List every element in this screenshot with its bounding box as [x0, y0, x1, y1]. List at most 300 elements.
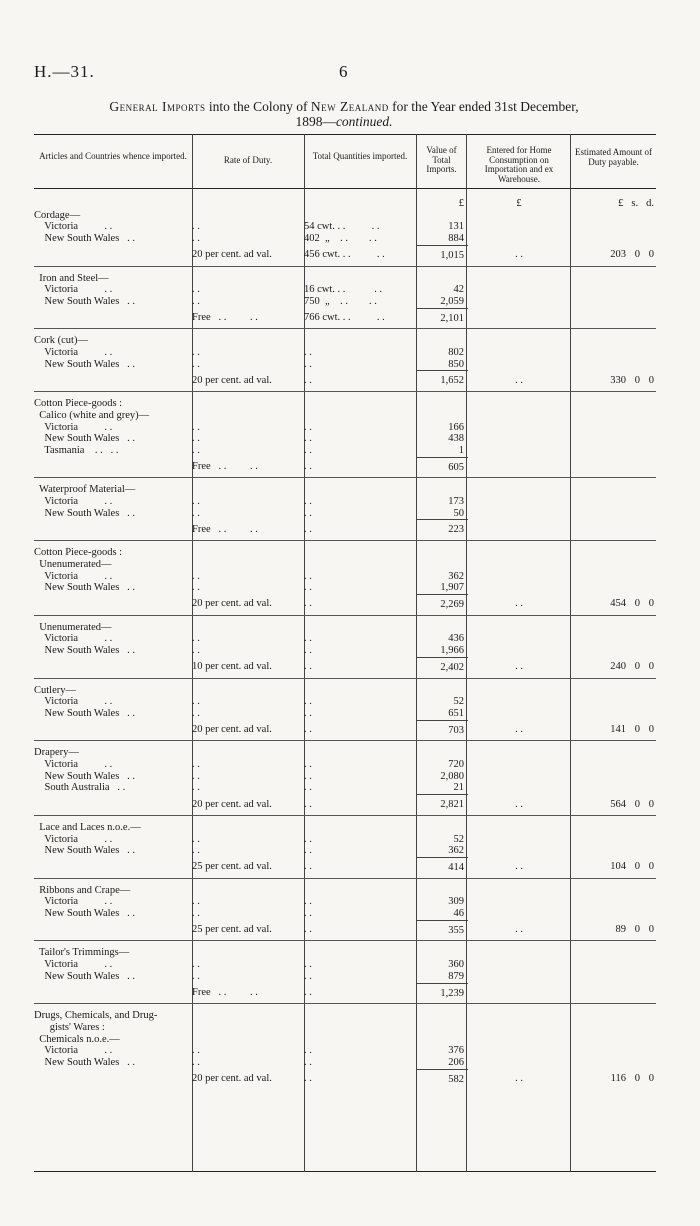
article-cell: Drapery—	[34, 747, 79, 759]
rate-cell: . .	[192, 782, 200, 794]
table-row	[34, 747, 656, 759]
article-cell: Tailor's Trimmings—	[34, 947, 130, 959]
rate-cell	[192, 622, 304, 634]
estimated-duty-cell	[570, 445, 656, 457]
units-cell	[304, 198, 416, 210]
quantity-cell: . .	[304, 633, 312, 645]
table-row	[34, 885, 656, 897]
article-cell	[34, 520, 192, 541]
entered-cell	[468, 782, 570, 794]
title-general-imports: General Imports	[109, 99, 206, 114]
quantity-cell	[304, 685, 416, 697]
value-cell: 850	[448, 358, 464, 370]
quantity-cell: . .	[304, 724, 312, 736]
entered-cell	[468, 547, 570, 559]
unit-label: s.	[631, 198, 639, 209]
quantity-cell: 766 cwt. . . . .	[304, 312, 385, 324]
value-cell	[416, 685, 468, 697]
column-header-articles: Articles and Countries whence imported.	[39, 151, 187, 161]
value-cell: 206	[448, 1057, 464, 1069]
article-cell	[34, 795, 192, 816]
table-row	[34, 422, 656, 434]
estimated-duty-cell	[570, 1034, 656, 1046]
table-row	[34, 233, 656, 245]
quantity-cell	[304, 410, 416, 422]
table-header-rule	[34, 188, 656, 189]
table-row	[34, 845, 656, 857]
article-cell: Unenumerated—	[34, 621, 112, 633]
duty-amount: 564	[610, 798, 626, 810]
entered-cell: . .	[515, 724, 523, 736]
table-row	[34, 908, 656, 920]
estimated-duty-cell	[570, 1057, 656, 1069]
value-cell: 414	[416, 857, 468, 878]
duty-amount: 0	[634, 924, 640, 936]
value-cell: 21	[453, 782, 464, 794]
article-cell: New South Wales . .	[34, 645, 136, 657]
article-cell: Waterproof Material—	[34, 484, 136, 496]
value-cell: 1,907	[440, 582, 464, 594]
rate-cell: . .	[192, 970, 200, 982]
value-cell	[416, 947, 468, 959]
duty-amount: 0	[648, 724, 654, 736]
value-cell	[416, 885, 468, 897]
table-row	[34, 410, 656, 422]
entered-cell	[468, 834, 570, 846]
rate-cell: . .	[192, 707, 200, 719]
duty-amount: 0	[634, 374, 640, 386]
table-row	[34, 708, 656, 720]
estimated-duty-cell	[570, 857, 656, 878]
quantity-cell: . .	[304, 598, 312, 610]
entered-cell	[468, 696, 570, 708]
article-cell: Chemicals n.o.e.—	[34, 1033, 120, 1045]
quantity-cell: . .	[304, 833, 312, 845]
estimated-duty-cell	[570, 508, 656, 520]
entered-cell	[468, 520, 570, 541]
quantity-cell: . .	[304, 358, 312, 370]
table-row	[34, 520, 656, 541]
rate-cell: . .	[192, 284, 200, 296]
entered-cell	[468, 457, 570, 478]
rate-cell: . .	[192, 421, 200, 433]
quantity-cell: . .	[304, 645, 312, 657]
table-row	[34, 857, 656, 878]
article-cell: Calico (white and grey)—	[34, 409, 150, 421]
duty-amount: 0	[648, 798, 654, 810]
entered-cell	[468, 496, 570, 508]
table-row	[34, 971, 656, 983]
quantity-cell	[304, 559, 416, 571]
entered-cell	[468, 273, 570, 285]
duty-amount: 0	[634, 861, 640, 873]
rate-cell	[192, 484, 304, 496]
quantity-cell: . .	[304, 924, 312, 936]
entered-cell	[468, 971, 570, 983]
quantity-cell: . .	[304, 461, 312, 473]
estimated-duty-cell	[570, 920, 656, 941]
article-cell: New South Wales . .	[34, 507, 136, 519]
value-cell: 166	[448, 421, 464, 433]
entered-cell	[468, 508, 570, 520]
duty-amount: 240	[610, 661, 626, 673]
table-row	[34, 484, 656, 496]
estimated-duty-cell	[570, 582, 656, 594]
column-header-estimated: Estimated Amount of Duty payable.	[575, 147, 652, 167]
value-cell: 605	[416, 457, 468, 478]
entered-cell	[468, 845, 570, 857]
entered-cell	[468, 284, 570, 296]
quantity-cell: . .	[304, 959, 312, 971]
rate-cell: . .	[192, 582, 200, 594]
rate-cell: . .	[192, 295, 200, 307]
table-row	[34, 245, 656, 266]
value-cell	[416, 210, 468, 222]
entered-cell	[468, 885, 570, 897]
units-row	[34, 198, 656, 210]
article-cell: New South Wales . .	[34, 233, 136, 245]
quantity-cell: . .	[304, 896, 312, 908]
rate-cell	[192, 747, 304, 759]
entered-cell	[468, 633, 570, 645]
value-cell: 1,966	[440, 645, 464, 657]
duty-amount: 0	[634, 798, 640, 810]
rate-cell: . .	[192, 570, 200, 582]
quantity-cell	[304, 547, 416, 559]
estimated-duty-cell	[570, 959, 656, 971]
unit-label: £	[618, 198, 624, 209]
rate-cell: 10 per cent. ad val.	[192, 661, 272, 673]
quantity-cell	[304, 335, 416, 347]
entered-cell	[468, 296, 570, 308]
quantity-cell	[304, 622, 416, 634]
article-cell	[34, 594, 192, 615]
rate-cell: Free . . . .	[192, 523, 258, 535]
table-row	[34, 359, 656, 371]
quantity-cell: . .	[304, 523, 312, 535]
value-cell	[416, 559, 468, 571]
value-cell: 703	[416, 720, 468, 741]
estimated-duty-cell	[570, 971, 656, 983]
column-header-value: Value of Total Imports.	[426, 145, 457, 174]
value-cell: 131	[448, 221, 464, 233]
article-cell: Cotton Piece-goods :	[34, 547, 123, 559]
estimated-duty-cell	[570, 210, 656, 222]
table-row	[34, 959, 656, 971]
duty-amount: 0	[634, 1073, 640, 1085]
article-cell: New South Wales . .	[34, 707, 136, 719]
value-cell: 2,101	[416, 308, 468, 329]
quantity-cell	[304, 947, 416, 959]
entered-cell	[468, 571, 570, 583]
article-cell: Victoria . .	[34, 759, 113, 771]
article-cell: Victoria . .	[34, 633, 113, 645]
value-cell: 52	[453, 696, 464, 708]
quantity-cell: . .	[304, 582, 312, 594]
value-cell: 360	[448, 959, 464, 971]
quantity-cell: . .	[304, 845, 312, 857]
estimated-duty-cell	[570, 594, 656, 615]
estimated-duty-cell	[570, 284, 656, 296]
value-cell: 1,015	[416, 245, 468, 266]
table-row	[34, 547, 656, 559]
article-cell: Lace and Laces n.o.e.—	[34, 821, 141, 833]
entered-cell	[468, 708, 570, 720]
table-row	[34, 896, 656, 908]
entered-cell	[468, 1057, 570, 1069]
rate-cell	[192, 1022, 304, 1034]
article-cell	[34, 308, 192, 329]
article-cell	[34, 920, 192, 941]
duty-amount: 89	[615, 924, 626, 936]
units-cell	[192, 198, 304, 210]
estimated-duty-cell	[570, 622, 656, 634]
entered-cell: . .	[515, 798, 523, 810]
article-cell: New South Wales . .	[34, 770, 136, 782]
rate-cell: . .	[192, 444, 200, 456]
quantity-cell: . .	[304, 507, 312, 519]
entered-cell	[468, 896, 570, 908]
table-row	[34, 782, 656, 794]
table-row	[34, 221, 656, 233]
article-cell	[34, 1069, 192, 1089]
table-row	[34, 445, 656, 457]
table-top-rule	[34, 134, 656, 135]
quantity-cell: . .	[304, 759, 312, 771]
article-cell: Victoria . .	[34, 959, 113, 971]
entered-cell: . .	[515, 1073, 523, 1085]
article-cell: New South Wales . .	[34, 1057, 136, 1069]
entered-cell	[468, 422, 570, 434]
estimated-duty-cell	[570, 1045, 656, 1057]
estimated-duty-cell	[570, 708, 656, 720]
estimated-duty-cell	[570, 947, 656, 959]
rate-cell: 25 per cent. ad val.	[192, 924, 272, 936]
rate-cell: . .	[192, 845, 200, 857]
duty-amount: 0	[634, 598, 640, 610]
entered-cell	[468, 582, 570, 594]
estimated-duty-cell	[570, 245, 656, 266]
quantity-cell: 402 „ . . . .	[304, 233, 377, 245]
entered-cell	[468, 1034, 570, 1046]
quantity-cell	[304, 398, 416, 410]
entered-cell	[468, 221, 570, 233]
value-cell	[416, 273, 468, 285]
entered-cell	[468, 410, 570, 422]
article-cell: New South Wales . .	[34, 582, 136, 594]
duty-amount: 0	[648, 1073, 654, 1085]
value-cell	[416, 410, 468, 422]
value-cell: 879	[448, 970, 464, 982]
entered-cell	[468, 210, 570, 222]
rate-cell: . .	[192, 233, 200, 245]
quantity-cell: . .	[304, 696, 312, 708]
quantity-cell: . .	[304, 1045, 312, 1057]
rate-cell: . .	[192, 896, 200, 908]
quantity-cell: . .	[304, 861, 312, 873]
estimated-duty-cell	[570, 896, 656, 908]
estimated-duty-cell	[570, 747, 656, 759]
table-row	[34, 795, 656, 816]
rate-cell: 20 per cent. ad val.	[192, 1073, 272, 1085]
table-row	[34, 398, 656, 410]
entered-cell	[468, 1010, 570, 1022]
article-cell	[34, 371, 192, 392]
estimated-duty-cell	[570, 822, 656, 834]
duty-amount: 141	[610, 724, 626, 736]
article-cell: Iron and Steel—	[34, 272, 109, 284]
estimated-duty-cell	[570, 221, 656, 233]
value-cell: 376	[448, 1045, 464, 1057]
table-row	[34, 433, 656, 445]
article-cell: Victoria . .	[34, 284, 113, 296]
units-cell	[34, 198, 192, 210]
article-cell	[34, 857, 192, 878]
estimated-duty-cell	[570, 771, 656, 783]
estimated-duty-cell	[570, 484, 656, 496]
title-text-end: for the Year ended 31st December,	[388, 99, 579, 114]
rate-cell: . .	[192, 633, 200, 645]
table-bottom-rule	[34, 1171, 656, 1172]
estimated-duty-cell	[570, 371, 656, 392]
rate-cell: . .	[192, 358, 200, 370]
entered-cell	[468, 822, 570, 834]
article-cell: Ribbons and Crape—	[34, 884, 131, 896]
page-number: 6	[339, 62, 348, 81]
table-row	[34, 273, 656, 285]
rate-cell: . .	[192, 221, 200, 233]
quantity-cell	[304, 747, 416, 759]
value-cell	[416, 398, 468, 410]
value-cell: 309	[448, 896, 464, 908]
value-cell	[416, 822, 468, 834]
value-cell: 362	[448, 570, 464, 582]
estimated-duty-cell	[570, 1069, 656, 1089]
estimated-duty-cell	[570, 633, 656, 645]
rate-cell	[192, 685, 304, 697]
estimated-duty-cell	[570, 845, 656, 857]
unit-label: d.	[646, 198, 654, 209]
entered-cell	[468, 559, 570, 571]
rate-cell	[192, 410, 304, 422]
article-cell: New South Wales . .	[34, 845, 136, 857]
table-row	[34, 284, 656, 296]
table-row	[34, 347, 656, 359]
value-cell: 2,080	[440, 770, 464, 782]
rate-cell: . .	[192, 696, 200, 708]
table-row	[34, 457, 656, 478]
table-row	[34, 947, 656, 959]
value-cell: 802	[448, 347, 464, 359]
rate-cell	[192, 273, 304, 285]
quantity-cell: . .	[304, 444, 312, 456]
estimated-duty-cell	[570, 422, 656, 434]
duty-amount: 0	[648, 598, 654, 610]
estimated-duty-cell	[570, 347, 656, 359]
quantity-cell	[304, 822, 416, 834]
article-cell: Tasmania . . . .	[34, 444, 119, 456]
table-row	[34, 771, 656, 783]
estimated-duty-cell	[570, 1010, 656, 1022]
entered-cell	[468, 908, 570, 920]
article-cell	[34, 720, 192, 741]
entered-cell	[468, 359, 570, 371]
rate-cell: . .	[192, 496, 200, 508]
quantity-cell	[304, 210, 416, 222]
table-row	[34, 296, 656, 308]
table-row	[34, 571, 656, 583]
table-row	[34, 308, 656, 329]
table-row	[34, 559, 656, 571]
table-row	[34, 622, 656, 634]
value-cell: 42	[453, 284, 464, 296]
page-title	[34, 99, 654, 129]
quantity-cell: . .	[304, 433, 312, 445]
estimated-duty-cell	[570, 273, 656, 285]
title-new-zealand: New Zealand	[310, 99, 389, 114]
estimated-duty-cell	[570, 571, 656, 583]
value-cell	[416, 484, 468, 496]
quantity-cell	[304, 273, 416, 285]
duty-amount: 0	[648, 661, 654, 673]
article-cell: New South Wales . .	[34, 970, 136, 982]
article-cell: Victoria . .	[34, 496, 113, 508]
estimated-duty-cell	[570, 908, 656, 920]
value-cell: 52	[453, 833, 464, 845]
entered-cell	[468, 622, 570, 634]
rate-cell: . .	[192, 507, 200, 519]
article-cell: New South Wales . .	[34, 908, 136, 920]
value-cell	[416, 1034, 468, 1046]
column-header-entered: Entered for Home Consumption on Importation and ex Warehouse.	[484, 145, 554, 184]
entered-cell	[468, 484, 570, 496]
article-cell: Victoria . .	[34, 347, 113, 359]
rate-cell: 25 per cent. ad val.	[192, 861, 272, 873]
article-cell: Victoria . .	[34, 896, 113, 908]
quantity-cell: . .	[304, 770, 312, 782]
article-cell: Victoria . .	[34, 696, 113, 708]
article-cell: New South Wales . .	[34, 358, 136, 370]
value-cell: 173	[448, 496, 464, 508]
duty-amount: 116	[610, 1073, 626, 1085]
estimated-duty-cell	[570, 233, 656, 245]
quantity-cell: . .	[304, 707, 312, 719]
rate-cell: 20 per cent. ad val.	[192, 798, 272, 810]
quantity-cell: . .	[304, 798, 312, 810]
value-cell: 362	[448, 845, 464, 857]
entered-cell	[468, 433, 570, 445]
entered-cell	[468, 347, 570, 359]
value-cell: 46	[453, 908, 464, 920]
table-row	[34, 720, 656, 741]
rate-cell	[192, 559, 304, 571]
page-reference: H.—31.	[34, 62, 95, 81]
estimated-duty-cell	[570, 547, 656, 559]
quantity-cell	[304, 1010, 416, 1022]
estimated-duty-cell	[570, 308, 656, 329]
quantity-cell: . .	[304, 347, 312, 359]
estimated-duty-cell	[570, 759, 656, 771]
rate-cell: . .	[192, 770, 200, 782]
entered-cell	[468, 947, 570, 959]
estimated-duty-cell	[570, 433, 656, 445]
rate-cell: . .	[192, 1045, 200, 1057]
entered-cell	[468, 771, 570, 783]
duty-amount: 0	[648, 861, 654, 873]
article-cell: Cordage—	[34, 209, 81, 221]
quantity-cell	[304, 885, 416, 897]
article-cell: Victoria . .	[34, 421, 113, 433]
